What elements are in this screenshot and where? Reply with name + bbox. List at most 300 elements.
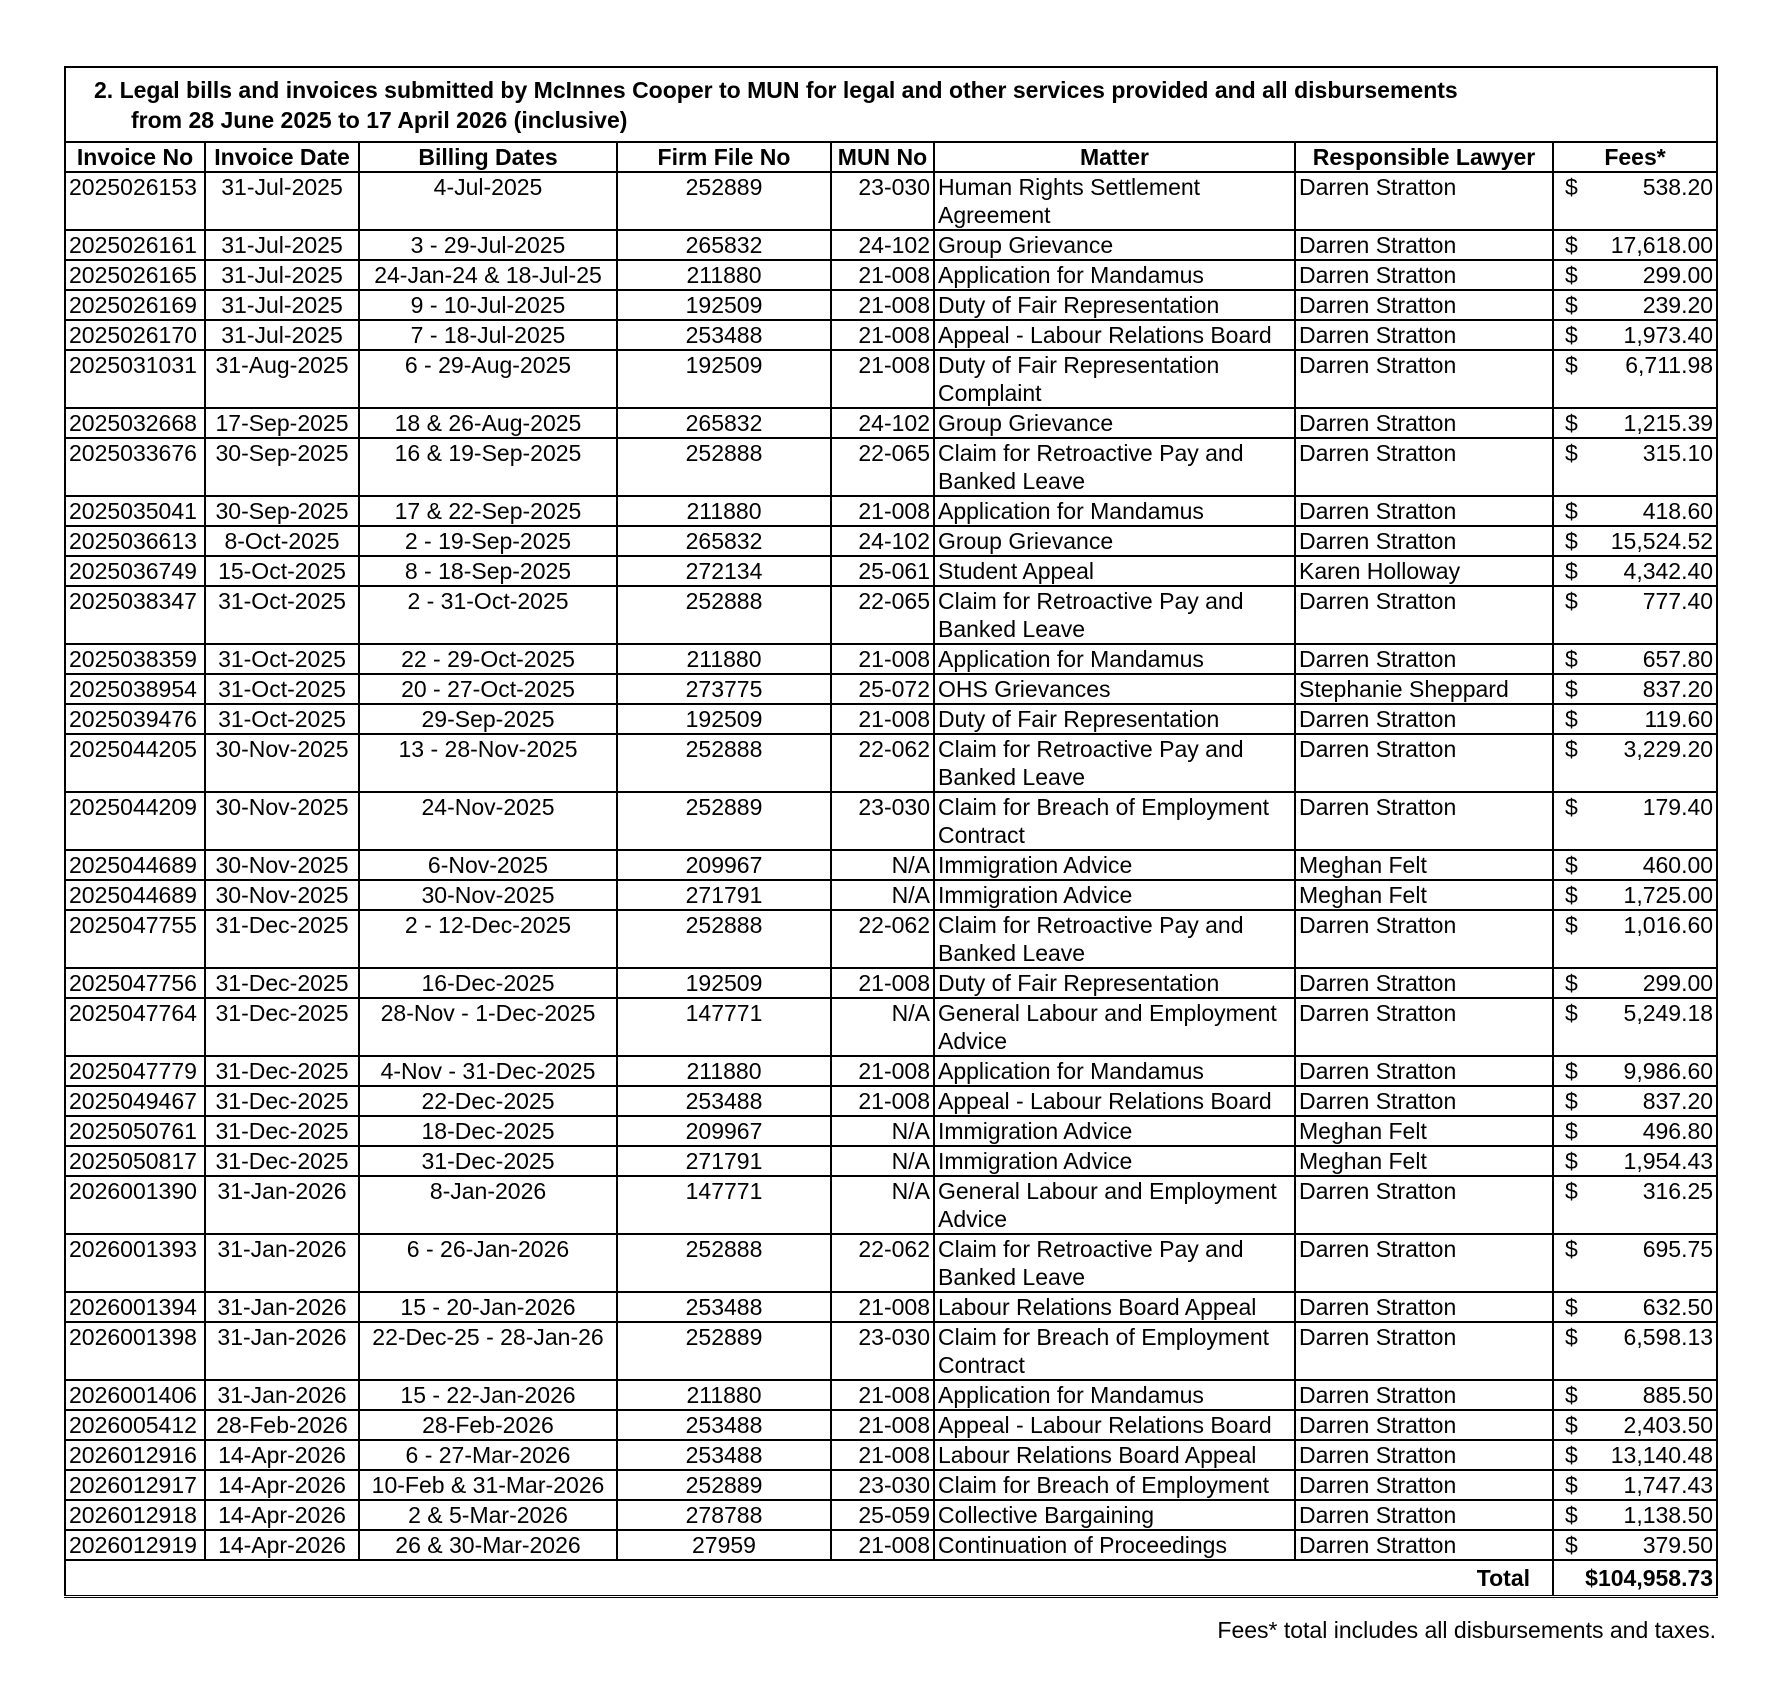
cell-invoice-no: 2025026165 bbox=[65, 260, 205, 290]
cell-invoice-no: 2025039476 bbox=[65, 704, 205, 734]
cell-matter bbox=[934, 1056, 1295, 1086]
cell-fee bbox=[1553, 1116, 1717, 1146]
cell-invoice-date: 17-Sep-2025 bbox=[205, 408, 359, 438]
cell-mun-no: 23-030 bbox=[831, 1322, 934, 1380]
cell-matter bbox=[934, 1410, 1295, 1440]
total-value: $104,958.73 bbox=[1553, 1560, 1717, 1597]
matter-line-1: Application for Mandamus bbox=[938, 262, 1204, 288]
cell-invoice-no: 2025047755 bbox=[65, 910, 205, 968]
total-label: Total bbox=[65, 1560, 1553, 1597]
cell-firm-file-no: 252888 bbox=[617, 910, 831, 968]
cell-mun-no: 22-065 bbox=[831, 438, 934, 496]
header-firm-file-no: Firm File No bbox=[617, 142, 831, 172]
matter-line-1: Duty of Fair Representation bbox=[938, 352, 1220, 378]
currency-symbol: $ bbox=[1565, 262, 1578, 288]
document bbox=[64, 66, 1716, 1598]
cell-fee bbox=[1553, 850, 1717, 880]
cell-fee bbox=[1553, 1530, 1717, 1560]
cell-responsible-lawyer: Meghan Felt bbox=[1295, 880, 1553, 910]
cell-billing-dates: 4-Jul-2025 bbox=[359, 172, 617, 230]
cell-invoice-date: 8-Oct-2025 bbox=[205, 526, 359, 556]
currency-symbol: $ bbox=[1565, 1178, 1578, 1204]
cell-billing-dates: 24-Jan-24 & 18-Jul-25 bbox=[359, 260, 617, 290]
title-line-1: 2. Legal bills and invoices submitted by McInnes Cooper to MUN for legal and other services provided and all disbursements bbox=[94, 77, 1458, 103]
cell-invoice-no: 2025026169 bbox=[65, 290, 205, 320]
table-row bbox=[65, 644, 1717, 674]
cell-responsible-lawyer: Darren Stratton bbox=[1295, 998, 1553, 1056]
cell-invoice-no: 2025026161 bbox=[65, 230, 205, 260]
cell-invoice-no: 2025038359 bbox=[65, 644, 205, 674]
matter-line-1: Duty of Fair Representation bbox=[938, 706, 1220, 732]
cell-fee bbox=[1553, 556, 1717, 586]
cell-invoice-no: 2025038347 bbox=[65, 586, 205, 644]
cell-invoice-no: 2026012916 bbox=[65, 1440, 205, 1470]
cell-fee bbox=[1553, 1380, 1717, 1410]
cell-billing-dates: 4-Nov - 31-Dec-2025 bbox=[359, 1056, 617, 1086]
cell-responsible-lawyer: Darren Stratton bbox=[1295, 290, 1553, 320]
cell-responsible-lawyer: Darren Stratton bbox=[1295, 526, 1553, 556]
cell-invoice-date: 31-Jan-2026 bbox=[205, 1322, 359, 1380]
fee-amount: 119.60 bbox=[1644, 706, 1714, 732]
cell-billing-dates: 20 - 27-Oct-2025 bbox=[359, 674, 617, 704]
cell-billing-dates: 28-Feb-2026 bbox=[359, 1410, 617, 1440]
cell-billing-dates: 3 - 29-Jul-2025 bbox=[359, 230, 617, 260]
cell-invoice-date: 31-Jan-2026 bbox=[205, 1380, 359, 1410]
table-row bbox=[65, 350, 1717, 408]
currency-symbol: $ bbox=[1565, 882, 1578, 908]
cell-responsible-lawyer: Darren Stratton bbox=[1295, 350, 1553, 408]
cell-billing-dates: 2 - 12-Dec-2025 bbox=[359, 910, 617, 968]
matter-line-1: Collective Bargaining bbox=[938, 1502, 1155, 1528]
fee-amount: 418.60 bbox=[1642, 498, 1714, 524]
cell-matter bbox=[934, 290, 1295, 320]
cell-billing-dates: 10-Feb & 31-Mar-2026 bbox=[359, 1470, 617, 1500]
cell-responsible-lawyer: Darren Stratton bbox=[1295, 644, 1553, 674]
matter-line-1: General Labour and Employment bbox=[938, 1000, 1277, 1026]
cell-invoice-no: 2025026170 bbox=[65, 320, 205, 350]
cell-fee bbox=[1553, 968, 1717, 998]
table-row bbox=[65, 1410, 1717, 1440]
cell-invoice-date: 14-Apr-2026 bbox=[205, 1440, 359, 1470]
matter-line-1: Group Grievance bbox=[938, 528, 1114, 554]
cell-billing-dates: 6 - 29-Aug-2025 bbox=[359, 350, 617, 408]
cell-firm-file-no: 265832 bbox=[617, 526, 831, 556]
cell-firm-file-no: 272134 bbox=[617, 556, 831, 586]
currency-symbol: $ bbox=[1565, 1000, 1578, 1026]
cell-invoice-no: 2025044205 bbox=[65, 734, 205, 792]
cell-responsible-lawyer: Darren Stratton bbox=[1295, 230, 1553, 260]
cell-responsible-lawyer: Darren Stratton bbox=[1295, 1176, 1553, 1234]
matter-line-1: Immigration Advice bbox=[938, 1118, 1133, 1144]
matter-line-1: Appeal - Labour Relations Board bbox=[938, 322, 1272, 348]
cell-invoice-no: 2025047764 bbox=[65, 998, 205, 1056]
table-row bbox=[65, 1322, 1717, 1380]
cell-billing-dates: 22-Dec-2025 bbox=[359, 1086, 617, 1116]
cell-invoice-date: 31-Jul-2025 bbox=[205, 320, 359, 350]
cell-invoice-date: 31-Jul-2025 bbox=[205, 260, 359, 290]
cell-billing-dates: 17 & 22-Sep-2025 bbox=[359, 496, 617, 526]
table-row bbox=[65, 1470, 1717, 1500]
fee-amount: 1,973.40 bbox=[1623, 322, 1714, 348]
cell-invoice-date: 31-Jul-2025 bbox=[205, 230, 359, 260]
cell-billing-dates: 13 - 28-Nov-2025 bbox=[359, 734, 617, 792]
cell-matter bbox=[934, 1292, 1295, 1322]
table-row bbox=[65, 704, 1717, 734]
cell-fee bbox=[1553, 496, 1717, 526]
cell-firm-file-no: 209967 bbox=[617, 1116, 831, 1146]
cell-fee bbox=[1553, 1470, 1717, 1500]
fee-amount: 657.80 bbox=[1642, 646, 1714, 672]
table-row bbox=[65, 438, 1717, 496]
cell-responsible-lawyer: Darren Stratton bbox=[1295, 438, 1553, 496]
cell-invoice-date: 31-Oct-2025 bbox=[205, 644, 359, 674]
matter-line-1: Application for Mandamus bbox=[938, 1058, 1204, 1084]
cell-fee bbox=[1553, 998, 1717, 1056]
cell-fee bbox=[1553, 1176, 1717, 1234]
cell-invoice-no: 2025032668 bbox=[65, 408, 205, 438]
cell-invoice-no: 2025047756 bbox=[65, 968, 205, 998]
matter-line-1: Continuation of Proceedings bbox=[938, 1532, 1227, 1558]
cell-firm-file-no: 27959 bbox=[617, 1530, 831, 1560]
cell-matter bbox=[934, 1116, 1295, 1146]
matter-line-1: Claim for Retroactive Pay and bbox=[938, 1236, 1244, 1262]
cell-mun-no: 25-061 bbox=[831, 556, 934, 586]
cell-responsible-lawyer: Karen Holloway bbox=[1295, 556, 1553, 586]
cell-mun-no: N/A bbox=[831, 1116, 934, 1146]
cell-invoice-date: 14-Apr-2026 bbox=[205, 1530, 359, 1560]
matter-line-1: Duty of Fair Representation bbox=[938, 970, 1220, 996]
cell-matter bbox=[934, 1500, 1295, 1530]
cell-responsible-lawyer: Darren Stratton bbox=[1295, 792, 1553, 850]
matter-line-2: Contract bbox=[938, 822, 1025, 848]
cell-firm-file-no: 209967 bbox=[617, 850, 831, 880]
fee-amount: 13,140.48 bbox=[1610, 1442, 1714, 1468]
cell-invoice-no: 2025047779 bbox=[65, 1056, 205, 1086]
fee-amount: 179.40 bbox=[1642, 794, 1714, 820]
cell-invoice-date: 30-Sep-2025 bbox=[205, 496, 359, 526]
fee-amount: 4,342.40 bbox=[1623, 558, 1714, 584]
cell-matter bbox=[934, 260, 1295, 290]
fee-amount: 460.00 bbox=[1642, 852, 1714, 878]
currency-symbol: $ bbox=[1565, 970, 1578, 996]
table-row bbox=[65, 1056, 1717, 1086]
cell-invoice-date: 31-Jul-2025 bbox=[205, 290, 359, 320]
cell-fee bbox=[1553, 734, 1717, 792]
matter-line-2: Advice bbox=[938, 1028, 1008, 1054]
currency-symbol: $ bbox=[1565, 528, 1578, 554]
cell-mun-no: N/A bbox=[831, 850, 934, 880]
cell-fee bbox=[1553, 1440, 1717, 1470]
cell-matter bbox=[934, 1440, 1295, 1470]
fee-amount: 17,618.00 bbox=[1610, 232, 1714, 258]
cell-firm-file-no: 252889 bbox=[617, 1322, 831, 1380]
matter-line-1: Group Grievance bbox=[938, 410, 1114, 436]
matter-line-1: Claim for Breach of Employment bbox=[938, 1324, 1270, 1350]
table-row bbox=[65, 556, 1717, 586]
cell-matter bbox=[934, 438, 1295, 496]
cell-invoice-date: 31-Dec-2025 bbox=[205, 968, 359, 998]
cell-billing-dates: 18 & 26-Aug-2025 bbox=[359, 408, 617, 438]
cell-matter bbox=[934, 910, 1295, 968]
table-row bbox=[65, 1530, 1717, 1560]
cell-responsible-lawyer: Darren Stratton bbox=[1295, 260, 1553, 290]
table-row bbox=[65, 910, 1717, 968]
header-matter: Matter bbox=[934, 142, 1295, 172]
cell-responsible-lawyer: Darren Stratton bbox=[1295, 320, 1553, 350]
cell-responsible-lawyer: Meghan Felt bbox=[1295, 1116, 1553, 1146]
cell-fee bbox=[1553, 586, 1717, 644]
cell-fee bbox=[1553, 1500, 1717, 1530]
currency-symbol: $ bbox=[1565, 706, 1578, 732]
table-row bbox=[65, 792, 1717, 850]
cell-firm-file-no: 265832 bbox=[617, 230, 831, 260]
cell-firm-file-no: 211880 bbox=[617, 644, 831, 674]
cell-fee bbox=[1553, 1292, 1717, 1322]
cell-responsible-lawyer: Darren Stratton bbox=[1295, 1292, 1553, 1322]
table-row bbox=[65, 1116, 1717, 1146]
header-responsible-lawyer: Responsible Lawyer bbox=[1295, 142, 1553, 172]
matter-line-1: Labour Relations Board Appeal bbox=[938, 1294, 1257, 1320]
cell-mun-no: 21-008 bbox=[831, 1086, 934, 1116]
cell-matter bbox=[934, 1234, 1295, 1292]
fee-amount: 299.00 bbox=[1642, 262, 1714, 288]
fee-amount: 1,215.39 bbox=[1623, 410, 1714, 436]
cell-invoice-date: 31-Jan-2026 bbox=[205, 1292, 359, 1322]
cell-firm-file-no: 278788 bbox=[617, 1500, 831, 1530]
cell-billing-dates: 6-Nov-2025 bbox=[359, 850, 617, 880]
cell-responsible-lawyer: Darren Stratton bbox=[1295, 968, 1553, 998]
cell-matter bbox=[934, 230, 1295, 260]
cell-mun-no: 21-008 bbox=[831, 260, 934, 290]
cell-invoice-no: 2026001398 bbox=[65, 1322, 205, 1380]
title-line-2: from 28 June 2025 to 17 April 2026 (inclusive) bbox=[131, 107, 628, 133]
cell-firm-file-no: 252888 bbox=[617, 1234, 831, 1292]
cell-firm-file-no: 265832 bbox=[617, 408, 831, 438]
cell-matter bbox=[934, 320, 1295, 350]
cell-invoice-date: 31-Dec-2025 bbox=[205, 1056, 359, 1086]
cell-firm-file-no: 252888 bbox=[617, 734, 831, 792]
cell-matter bbox=[934, 586, 1295, 644]
cell-responsible-lawyer: Darren Stratton bbox=[1295, 1322, 1553, 1380]
cell-firm-file-no: 192509 bbox=[617, 704, 831, 734]
cell-billing-dates: 2 & 5-Mar-2026 bbox=[359, 1500, 617, 1530]
table-row bbox=[65, 526, 1717, 556]
cell-invoice-date: 31-Oct-2025 bbox=[205, 704, 359, 734]
fee-amount: 316.25 bbox=[1642, 1178, 1714, 1204]
currency-symbol: $ bbox=[1565, 1412, 1578, 1438]
cell-responsible-lawyer: Darren Stratton bbox=[1295, 1056, 1553, 1086]
cell-fee bbox=[1553, 1086, 1717, 1116]
cell-billing-dates: 18-Dec-2025 bbox=[359, 1116, 617, 1146]
fee-amount: 1,016.60 bbox=[1623, 912, 1714, 938]
cell-invoice-no: 2025036749 bbox=[65, 556, 205, 586]
currency-symbol: $ bbox=[1565, 1324, 1578, 1350]
table-row bbox=[65, 290, 1717, 320]
cell-matter bbox=[934, 850, 1295, 880]
cell-mun-no: N/A bbox=[831, 880, 934, 910]
cell-mun-no: 23-030 bbox=[831, 792, 934, 850]
matter-line-1: Application for Mandamus bbox=[938, 1382, 1204, 1408]
cell-billing-dates: 16-Dec-2025 bbox=[359, 968, 617, 998]
cell-invoice-date: 31-Dec-2025 bbox=[205, 1146, 359, 1176]
fee-amount: 1,954.43 bbox=[1623, 1148, 1714, 1174]
cell-billing-dates: 9 - 10-Jul-2025 bbox=[359, 290, 617, 320]
cell-firm-file-no: 253488 bbox=[617, 320, 831, 350]
cell-mun-no: N/A bbox=[831, 1176, 934, 1234]
currency-symbol: $ bbox=[1565, 498, 1578, 524]
cell-responsible-lawyer: Darren Stratton bbox=[1295, 408, 1553, 438]
cell-firm-file-no: 253488 bbox=[617, 1086, 831, 1116]
cell-responsible-lawyer: Darren Stratton bbox=[1295, 586, 1553, 644]
cell-invoice-no: 2025050817 bbox=[65, 1146, 205, 1176]
cell-invoice-no: 2025031031 bbox=[65, 350, 205, 408]
currency-symbol: $ bbox=[1565, 1088, 1578, 1114]
currency-symbol: $ bbox=[1565, 174, 1578, 200]
table-row bbox=[65, 1380, 1717, 1410]
table-row bbox=[65, 320, 1717, 350]
fee-amount: 1,747.43 bbox=[1623, 1472, 1714, 1498]
table-row bbox=[65, 968, 1717, 998]
matter-line-1: Claim for Breach of Employment bbox=[938, 1472, 1270, 1498]
fee-amount: 496.80 bbox=[1642, 1118, 1714, 1144]
currency-symbol: $ bbox=[1565, 1472, 1578, 1498]
cell-mun-no: 22-062 bbox=[831, 734, 934, 792]
cell-invoice-no: 2026001394 bbox=[65, 1292, 205, 1322]
cell-mun-no: 21-008 bbox=[831, 290, 934, 320]
cell-mun-no: 25-059 bbox=[831, 1500, 934, 1530]
cell-responsible-lawyer: Meghan Felt bbox=[1295, 1146, 1553, 1176]
cell-fee bbox=[1553, 1234, 1717, 1292]
table-row bbox=[65, 586, 1717, 644]
cell-matter bbox=[934, 704, 1295, 734]
table-row bbox=[65, 850, 1717, 880]
matter-line-1: Application for Mandamus bbox=[938, 646, 1204, 672]
cell-firm-file-no: 271791 bbox=[617, 1146, 831, 1176]
cell-matter bbox=[934, 1380, 1295, 1410]
cell-firm-file-no: 253488 bbox=[617, 1292, 831, 1322]
cell-invoice-no: 2026001390 bbox=[65, 1176, 205, 1234]
cell-mun-no: 21-008 bbox=[831, 1292, 934, 1322]
cell-mun-no: 21-008 bbox=[831, 1440, 934, 1470]
cell-matter bbox=[934, 526, 1295, 556]
matter-line-1: Application for Mandamus bbox=[938, 498, 1204, 524]
cell-matter bbox=[934, 1086, 1295, 1116]
matter-line-1: Claim for Retroactive Pay and bbox=[938, 912, 1244, 938]
cell-mun-no: 22-065 bbox=[831, 586, 934, 644]
cell-billing-dates: 6 - 27-Mar-2026 bbox=[359, 1440, 617, 1470]
table-row bbox=[65, 172, 1717, 230]
cell-invoice-no: 2025036613 bbox=[65, 526, 205, 556]
cell-invoice-no: 2026012917 bbox=[65, 1470, 205, 1500]
table-row bbox=[65, 496, 1717, 526]
fee-amount: 315.10 bbox=[1642, 440, 1714, 466]
cell-billing-dates: 22 - 29-Oct-2025 bbox=[359, 644, 617, 674]
cell-invoice-date: 14-Apr-2026 bbox=[205, 1470, 359, 1500]
cell-billing-dates: 6 - 26-Jan-2026 bbox=[359, 1234, 617, 1292]
currency-symbol: $ bbox=[1565, 1294, 1578, 1320]
fee-amount: 538.20 bbox=[1642, 174, 1714, 200]
cell-responsible-lawyer: Darren Stratton bbox=[1295, 734, 1553, 792]
cell-matter bbox=[934, 556, 1295, 586]
fee-amount: 837.20 bbox=[1642, 676, 1714, 702]
matter-line-2: Banked Leave bbox=[938, 940, 1086, 966]
cell-invoice-date: 30-Nov-2025 bbox=[205, 792, 359, 850]
cell-responsible-lawyer: Stephanie Sheppard bbox=[1295, 674, 1553, 704]
matter-line-2: Banked Leave bbox=[938, 616, 1086, 642]
cell-billing-dates: 15 - 22-Jan-2026 bbox=[359, 1380, 617, 1410]
cell-billing-dates: 2 - 19-Sep-2025 bbox=[359, 526, 617, 556]
cell-billing-dates: 16 & 19-Sep-2025 bbox=[359, 438, 617, 496]
cell-responsible-lawyer: Darren Stratton bbox=[1295, 910, 1553, 968]
table-row bbox=[65, 1086, 1717, 1116]
cell-firm-file-no: 252889 bbox=[617, 1470, 831, 1500]
cell-billing-dates: 8 - 18-Sep-2025 bbox=[359, 556, 617, 586]
currency-symbol: $ bbox=[1565, 440, 1578, 466]
cell-invoice-no: 2026005412 bbox=[65, 1410, 205, 1440]
currency-symbol: $ bbox=[1565, 1148, 1578, 1174]
cell-fee bbox=[1553, 172, 1717, 230]
table-row bbox=[65, 1440, 1717, 1470]
cell-mun-no: 21-008 bbox=[831, 1410, 934, 1440]
cell-fee bbox=[1553, 1146, 1717, 1176]
table-row bbox=[65, 1176, 1717, 1234]
cell-mun-no: 21-008 bbox=[831, 350, 934, 408]
table-row bbox=[65, 408, 1717, 438]
header-billing-dates: Billing Dates bbox=[359, 142, 617, 172]
cell-firm-file-no: 252888 bbox=[617, 438, 831, 496]
currency-symbol: $ bbox=[1565, 912, 1578, 938]
fee-amount: 5,249.18 bbox=[1623, 1000, 1714, 1026]
cell-billing-dates: 2 - 31-Oct-2025 bbox=[359, 586, 617, 644]
cell-mun-no: 21-008 bbox=[831, 1056, 934, 1086]
matter-line-2: Complaint bbox=[938, 380, 1042, 406]
cell-matter bbox=[934, 496, 1295, 526]
invoice-table bbox=[64, 66, 1718, 1598]
cell-firm-file-no: 211880 bbox=[617, 1056, 831, 1086]
currency-symbol: $ bbox=[1565, 852, 1578, 878]
cell-matter bbox=[934, 1146, 1295, 1176]
cell-mun-no: 24-102 bbox=[831, 408, 934, 438]
cell-responsible-lawyer: Darren Stratton bbox=[1295, 704, 1553, 734]
cell-firm-file-no: 253488 bbox=[617, 1410, 831, 1440]
table-row bbox=[65, 998, 1717, 1056]
cell-responsible-lawyer: Darren Stratton bbox=[1295, 1530, 1553, 1560]
cell-responsible-lawyer: Darren Stratton bbox=[1295, 1500, 1553, 1530]
fee-amount: 9,986.60 bbox=[1623, 1058, 1714, 1084]
cell-firm-file-no: 147771 bbox=[617, 1176, 831, 1234]
cell-mun-no: 21-008 bbox=[831, 644, 934, 674]
cell-fee bbox=[1553, 408, 1717, 438]
fee-amount: 885.50 bbox=[1642, 1382, 1714, 1408]
table-row bbox=[65, 1146, 1717, 1176]
fee-amount: 632.50 bbox=[1642, 1294, 1714, 1320]
cell-responsible-lawyer: Darren Stratton bbox=[1295, 1470, 1553, 1500]
matter-line-1: Group Grievance bbox=[938, 232, 1114, 258]
currency-symbol: $ bbox=[1565, 410, 1578, 436]
fee-amount: 3,229.20 bbox=[1623, 736, 1714, 762]
currency-symbol: $ bbox=[1565, 322, 1578, 348]
cell-matter bbox=[934, 1530, 1295, 1560]
cell-matter bbox=[934, 880, 1295, 910]
cell-billing-dates: 31-Dec-2025 bbox=[359, 1146, 617, 1176]
fee-amount: 6,711.98 bbox=[1625, 352, 1714, 378]
cell-fee bbox=[1553, 230, 1717, 260]
cell-invoice-date: 30-Sep-2025 bbox=[205, 438, 359, 496]
cell-firm-file-no: 211880 bbox=[617, 496, 831, 526]
cell-mun-no: 21-008 bbox=[831, 1530, 934, 1560]
cell-mun-no: 24-102 bbox=[831, 230, 934, 260]
header-invoice-no: Invoice No bbox=[65, 142, 205, 172]
